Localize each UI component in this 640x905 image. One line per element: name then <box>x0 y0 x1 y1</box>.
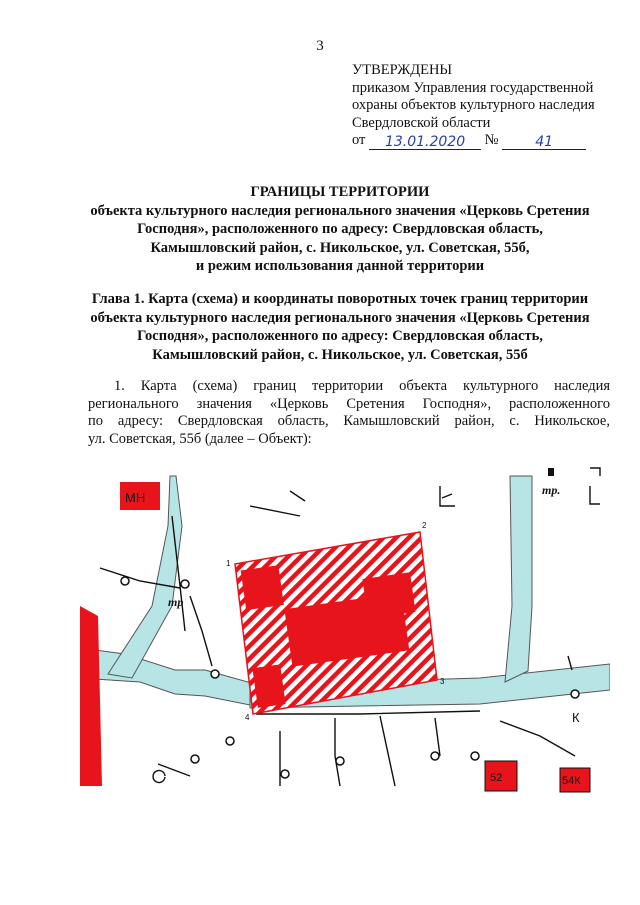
small-building-2 <box>252 664 285 708</box>
mn-label: МН <box>125 490 146 505</box>
title-line: и режим использования данной территории <box>195 258 485 274</box>
handwritten-number: 41 <box>535 133 554 150</box>
page-number: 3 <box>316 38 324 54</box>
k-label: К <box>572 710 580 725</box>
date-prefix: от <box>352 132 366 148</box>
point-4-label: 4 <box>245 713 250 722</box>
title-line: Камышловский район, с. Никольское, ул. Советская, 55б, <box>150 239 530 256</box>
chapter-line: Глава 1. Карта (схема) и координаты поворотных точек границ территории <box>91 291 589 307</box>
small-building-1 <box>241 565 284 610</box>
chapter-line: Господня», расположенного по адресу: Свердловская область, <box>137 328 543 344</box>
territory-map <box>80 456 610 796</box>
title-line: Господня», расположенного по адресу: Свердловская область, <box>137 221 543 237</box>
approval-heading: УТВЕРЖДЕНЫ <box>352 62 453 78</box>
approval-line: Свердловской области <box>352 114 491 131</box>
handwritten-date: 13.01.2020 <box>384 133 466 150</box>
approval-block <box>352 62 595 150</box>
tr-marker <box>548 468 554 476</box>
title-line: объекта культурного наследия регионального значения «Церковь Сретения <box>90 202 590 219</box>
chapter-line: Камышловский район, с. Никольское, ул. Советская, 55б <box>152 346 528 363</box>
paragraph-line: 1. Карта (схема) границ территории объекта культурного наследия <box>114 378 610 394</box>
point-2-label: 2 <box>422 521 427 530</box>
tr-label-left: тр <box>168 595 184 609</box>
paragraph-line: по адресу: Свердловская область, Камышловский район, с. Никольское, <box>88 413 610 429</box>
left-red-area <box>80 606 102 786</box>
number-sign: № <box>484 132 499 148</box>
document-title <box>60 183 620 276</box>
tr-label-right: тр. <box>542 483 561 497</box>
paragraph <box>88 378 610 448</box>
approval-line: охраны объектов культурного наследия <box>352 97 595 113</box>
house-52-label: 52 <box>490 772 503 784</box>
house-54-label: 54К <box>562 775 581 787</box>
title-line: ГРАНИЦЫ ТЕРРИТОРИИ <box>250 184 430 200</box>
point-1-label: 1 <box>226 559 231 568</box>
approval-line: приказом Управления государственной <box>352 79 594 96</box>
chapter-heading <box>60 290 620 364</box>
church-annex <box>362 572 415 618</box>
approval-date-row <box>352 132 595 150</box>
paragraph-line: ул. Советская, 55б (далее – Объект): <box>88 430 312 447</box>
chapter-line: объекта культурного наследия регионального значения «Церковь Сретения <box>90 309 590 326</box>
point-3-label: 3 <box>440 677 445 686</box>
paragraph-line: регионального значения «Церковь Сретения Господня», расположенного <box>88 395 610 412</box>
